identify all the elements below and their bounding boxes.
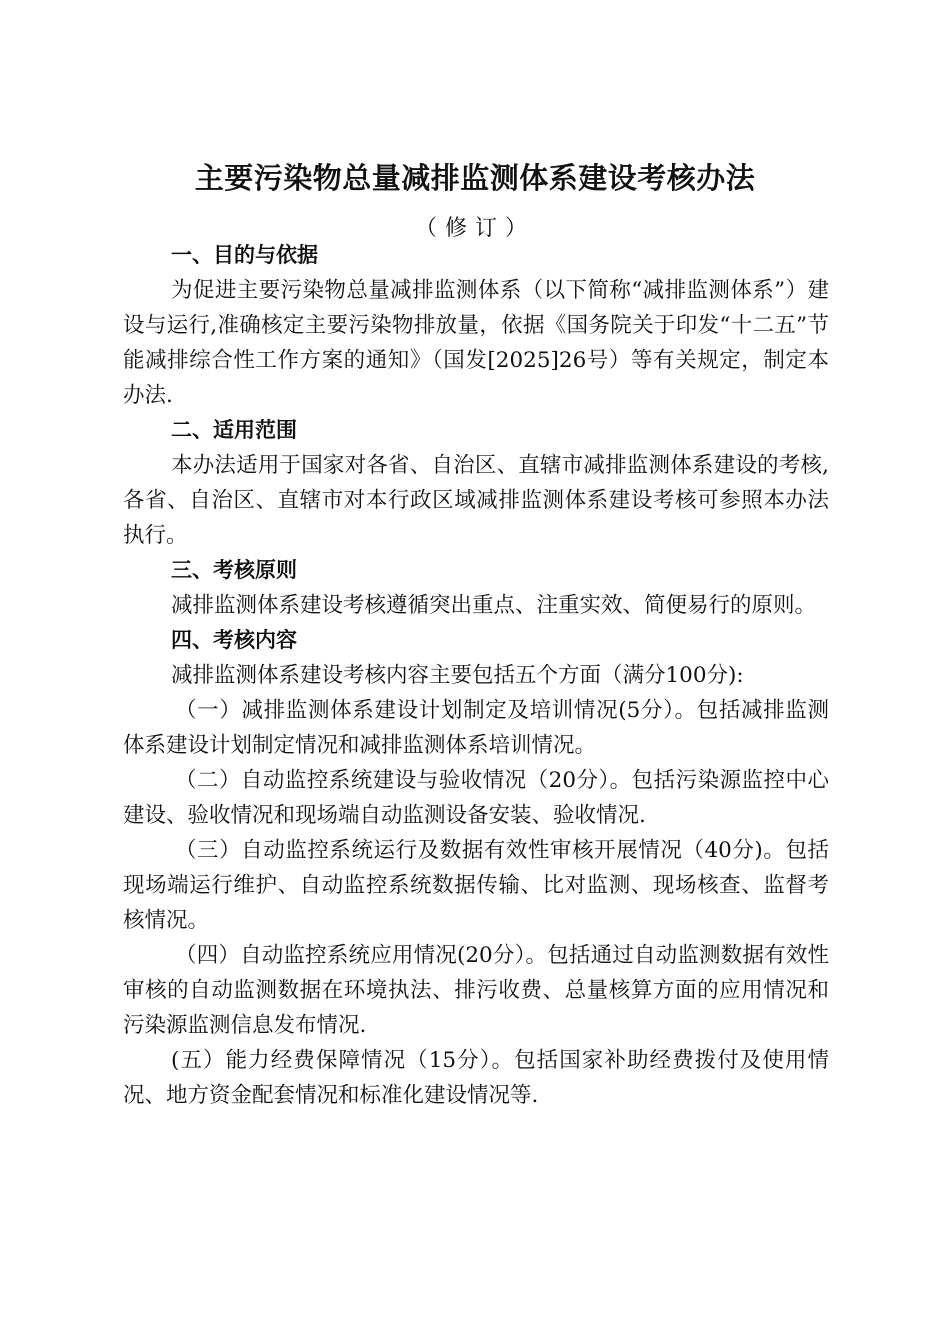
- document-subtitle: （修订）: [414, 216, 535, 241]
- section-heading-scope: 二、适用范围: [171, 418, 297, 442]
- section-paragraph: 为促进主要污染物总量减排监测体系（以下简称“减排监测体系”）建设与运行,准确核定主要污染物排放量，依据《国务院关于印发“十二五”节能减排综合性工作方案的通知》（国发[2025]26号）等有关规定，制定本办法.: [123, 278, 829, 408]
- section-heading-content: 四、考核内容: [171, 628, 297, 652]
- section-paragraph: 减排监测体系建设考核遵循突出重点、注重实效、简便易行的原则。: [171, 593, 817, 618]
- document-body: [123, 238, 829, 1113]
- section-paragraph: 减排监测体系建设考核内容主要包括五个方面（满分100分):: [171, 663, 744, 688]
- document-title: 主要污染物总量减排监测体系建设考核办法: [194, 161, 756, 195]
- list-item: (五）能力经费保障情况（15分）。包括国家补助经费拨付及使用情况、地方资金配套情况和标准化建设情况等.: [123, 1048, 829, 1108]
- section-heading-purpose: 一、目的与依据: [171, 243, 318, 267]
- list-item: （二）自动监控系统建设与验收情况（20分）。包括污染源监控中心建设、验收情况和现场端自动监测设备安装、验收情况.: [123, 768, 829, 828]
- list-item: （三）自动监控系统运行及数据有效性审核开展情况（40分)。包括现场端运行维护、自动监控系统数据传输、比对监测、现场核查、监督考核情况。: [123, 838, 829, 933]
- section-paragraph: 本办法适用于国家对各省、自治区、直辖市减排监测体系建设的考核,各省、自治区、直辖市对本行政区域减排监测体系建设考核可参照本办法执行。: [123, 453, 829, 548]
- list-item: （一）减排监测体系建设计划制定及培训情况(5分）。包括减排监测体系建设计划制定情况和减排监测体系培训情况。: [123, 698, 829, 758]
- section-heading-principles: 三、考核原则: [171, 558, 297, 582]
- list-item: （四）自动监控系统应用情况(20分）。包括通过自动监测数据有效性审核的自动监测数据在环境执法、排污收费、总量核算方面的应用情况和污染源监测信息发布情况.: [123, 943, 829, 1038]
